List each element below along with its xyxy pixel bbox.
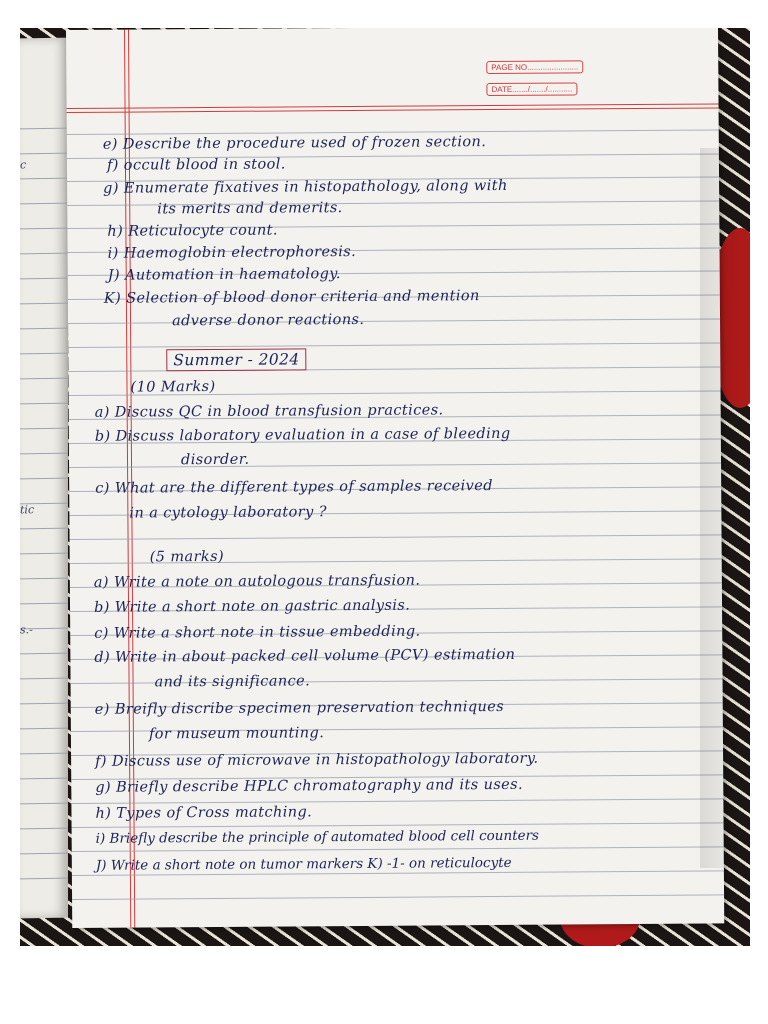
left-page-fragment: tic [20,503,35,517]
date-stamp: DATE......./......./........... [486,82,577,96]
question-line: i) Briefly describe the principle of automated blood cell counters [95,827,540,847]
notebook-page [66,28,724,928]
question-line: d) Write in about packed cell volume (PCV) estimation [94,646,516,666]
question-line: h) Reticulocyte count. [107,222,278,240]
question-line: e) Breifly discribe specimen preservation techniques [94,698,505,718]
question-line: K) Selection of blood donor criteria and mention [103,288,480,307]
question-line: c) Write a short note in tissue embedding. [94,623,421,642]
question-line: b) Discuss laboratory evaluation in a case of bleeding [94,425,511,445]
question-line: a) Write a note on autologous transfusion. [93,572,421,591]
question-line: and its significance. [154,673,311,691]
left-page-fragment: c [20,158,27,172]
exam-heading: Summer - 2024 [166,348,306,371]
question-line: e) Describe the procedure used of frozen section. [102,134,487,153]
question-line: i) Haemoglobin electrophoresis. [107,243,357,262]
ten-marks-label: (10 Marks) [130,378,216,396]
question-line: its merits and demerits. [157,200,343,218]
page-edge-shadow [700,148,750,868]
left-page-fragment: s.- [20,623,33,637]
question-line: c) What are the different types of samples received [95,478,493,497]
question-line: a) Discuss QC in blood transfusion practices. [94,402,444,421]
question-line: g) Enumerate fixatives in histopathology, along with [103,177,508,197]
question-line: f) Discuss use of microwave in histopathology laboratory. [95,750,539,770]
question-line: h) Types of Cross matching. [95,804,313,822]
page-number-stamp: PAGE NO....................... [486,60,583,74]
question-line: g) Briefly describe HPLC chromatography and its uses. [95,776,524,796]
question-line: adverse donor reactions. [171,311,365,330]
notebook-photo [20,28,750,946]
question-line: b) Write a short note on gastric analysis. [93,597,411,616]
question-line: disorder. [180,451,250,469]
left-notebook-page [20,38,68,919]
question-line: J) Write a short note on tumor markers K) -1- on reticulocyte [95,854,512,874]
question-line: J) Automation in haematology. [107,266,341,284]
question-line: for museum mounting. [148,725,325,743]
five-marks-label: (5 marks) [149,548,225,566]
question-line: in a cytology laboratory ? [129,504,327,522]
question-line: f) occult blood in stool. [106,156,286,174]
